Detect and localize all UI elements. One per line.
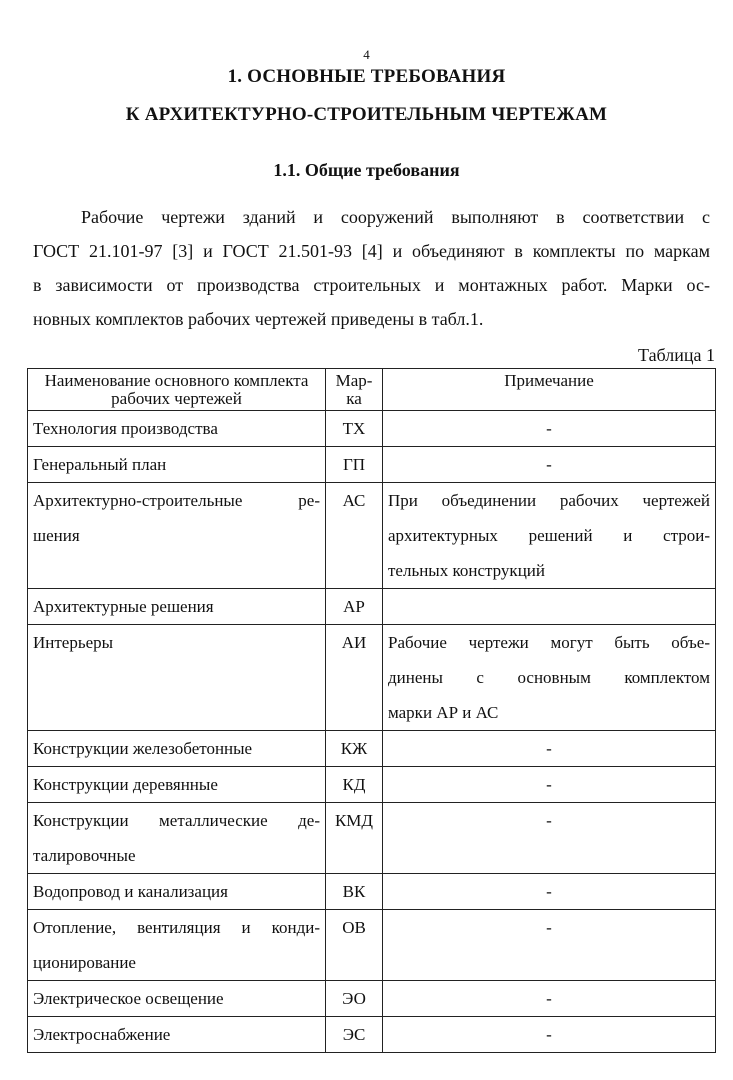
paragraph-line: Рабочие чертежи зданий и сооружений выполняют в соответствии с (81, 207, 710, 227)
row-note-line: - (546, 739, 552, 758)
row-name-cell (28, 981, 326, 1017)
row-name-line: Электрическое освещение (33, 989, 224, 1008)
row-note-line: динены с основным комплектом (388, 668, 710, 687)
row-note-cell (383, 589, 716, 625)
row-code-cell: ГП (326, 447, 383, 483)
header-note (383, 369, 716, 411)
row-name-cell (28, 625, 326, 731)
row-note-line: - (546, 1025, 552, 1044)
subsection-title: 1.1. Общие требования (273, 160, 460, 180)
section-title-line-2: К АРХИТЕКТУРНО-СТРОИТЕЛЬНЫМ ЧЕРТЕЖАМ (125, 104, 608, 125)
row-code-cell: ЭС (326, 1017, 383, 1053)
row-note-line: При объединении рабочих чертежей (388, 491, 710, 510)
paragraph-line: в зависимости от производства строительных и монтажных работ. Марки ос- (33, 275, 710, 295)
row-name-cell (28, 447, 326, 483)
table-row (28, 767, 716, 803)
table-body (28, 411, 716, 1053)
table-row (28, 625, 716, 731)
row-note-line (388, 589, 710, 624)
row-note-line: - (546, 989, 552, 1008)
row-note-line: Рабочие чертежи могут быть объе- (388, 633, 710, 652)
row-name-line: Конструкции металлические де- (33, 811, 320, 830)
row-code-cell: АР (326, 589, 383, 625)
row-name-line: ционирование (33, 953, 136, 972)
row-note-line: - (546, 419, 552, 438)
row-note-cell (383, 910, 716, 981)
table-row (28, 1017, 716, 1053)
row-note-cell (383, 731, 716, 767)
table-row (28, 731, 716, 767)
row-note-cell (383, 411, 716, 447)
intro-paragraph (33, 200, 710, 336)
row-note-cell (383, 625, 716, 731)
row-code-cell: ЭО (326, 981, 383, 1017)
row-note-line: - (546, 455, 552, 474)
row-name-line: Отопление, вентиляция и конди- (33, 918, 320, 937)
row-name-line: Водопровод и канализация (33, 882, 228, 901)
page-number: 4 (363, 47, 370, 62)
row-note-line: тельных конструкций (388, 561, 545, 580)
row-note-line: - (546, 811, 552, 830)
row-code-cell: КМД (326, 803, 383, 874)
row-name-line: Архитектурно-строительные ре- (33, 491, 320, 510)
header-code-line: ка (346, 389, 362, 408)
row-name-cell (28, 910, 326, 981)
marks-table (27, 368, 716, 1053)
row-code-cell: АС (326, 483, 383, 589)
row-code-cell: ТХ (326, 411, 383, 447)
row-name-line: Конструкции железобетонные (33, 739, 253, 758)
section-title-line-1: 1. ОСНОВНЫЕ ТРЕБОВАНИЯ (227, 66, 506, 87)
row-name-cell (28, 803, 326, 874)
paragraph-line: ГОСТ 21.101-97 [3] и ГОСТ 21.501-93 [4] и объединяют в комплекты по маркам (33, 241, 710, 261)
header-code (326, 369, 383, 411)
header-name-line: комплекта рабочих чертежей (111, 371, 309, 408)
header-name (28, 369, 326, 411)
table-row (28, 910, 716, 981)
header-note-text: Примечание (504, 371, 594, 390)
row-code-cell: ОВ (326, 910, 383, 981)
table-row (28, 447, 716, 483)
row-code-cell: АИ (326, 625, 383, 731)
row-note-line: - (546, 918, 552, 937)
paragraph-line: новных комплектов рабочих чертежей приведены в табл.1. (33, 309, 484, 329)
row-name-line: шения (33, 526, 80, 545)
header-name-line: Наименование основного (44, 371, 230, 390)
table-row (28, 483, 716, 589)
row-note-line: - (546, 775, 552, 794)
row-name-line: Технология производства (33, 419, 218, 438)
table-row (28, 874, 716, 910)
row-name-line: талировочные (33, 846, 136, 865)
row-name-cell (28, 874, 326, 910)
row-name-line: Генеральный план (33, 455, 167, 474)
row-code-cell: КД (326, 767, 383, 803)
row-name-cell (28, 767, 326, 803)
row-note-cell (383, 874, 716, 910)
row-name-cell (28, 483, 326, 589)
table-row (28, 981, 716, 1017)
header-code-line: Мар- (335, 371, 373, 390)
table-row (28, 411, 716, 447)
row-note-cell (383, 1017, 716, 1053)
table-caption: Таблица 1 (638, 345, 715, 365)
row-name-cell (28, 589, 326, 625)
row-note-cell (383, 981, 716, 1017)
row-name-cell (28, 731, 326, 767)
table-row (28, 803, 716, 874)
table-header-row (28, 369, 716, 411)
row-name-cell (28, 1017, 326, 1053)
row-name-line: Конструкции деревянные (33, 775, 218, 794)
row-note-line: - (546, 882, 552, 901)
row-note-cell (383, 483, 716, 589)
row-name-line: Электроснабжение (33, 1025, 171, 1044)
row-code-cell: КЖ (326, 731, 383, 767)
row-note-line: марки АР и АС (388, 703, 499, 722)
row-name-line: Архитектурные решения (33, 597, 214, 616)
row-name-cell (28, 411, 326, 447)
row-code-cell: ВК (326, 874, 383, 910)
row-note-line: архитектурных решений и строи- (388, 526, 710, 545)
row-note-cell (383, 447, 716, 483)
row-note-cell (383, 803, 716, 874)
row-name-line: Интерьеры (33, 633, 114, 652)
row-note-cell (383, 767, 716, 803)
table-row (28, 589, 716, 625)
